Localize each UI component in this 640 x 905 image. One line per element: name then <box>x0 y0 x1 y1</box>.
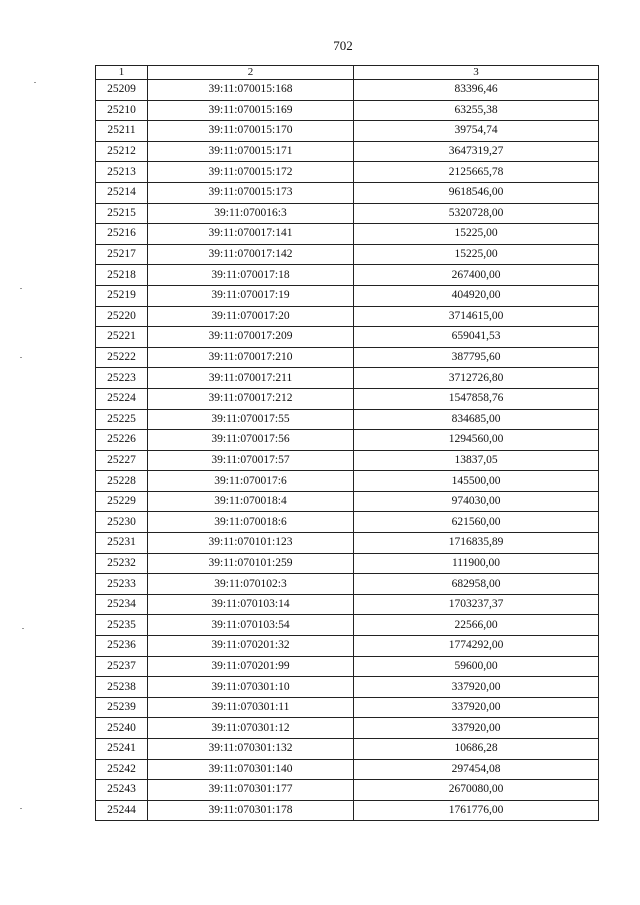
value-cell: 15225,00 <box>354 224 599 245</box>
row-number-cell: 25240 <box>96 718 148 739</box>
row-number-cell: 25242 <box>96 759 148 780</box>
scan-speck <box>20 288 22 289</box>
cadastral-number-cell: 39:11:070015:168 <box>148 80 354 101</box>
cadastral-number-cell: 39:11:070015:173 <box>148 182 354 203</box>
row-number-cell: 25217 <box>96 244 148 265</box>
row-number-cell: 25232 <box>96 553 148 574</box>
row-number-cell: 25223 <box>96 368 148 389</box>
cadastral-number-cell: 39:11:070301:11 <box>148 697 354 718</box>
cadastral-number-cell: 39:11:070017:20 <box>148 306 354 327</box>
value-cell: 974030,00 <box>354 491 599 512</box>
row-number-cell: 25213 <box>96 162 148 183</box>
value-cell: 83396,46 <box>354 80 599 101</box>
table-row <box>96 491 599 512</box>
cadastral-number-cell: 39:11:070018:4 <box>148 491 354 512</box>
cadastral-number-cell: 39:11:070101:123 <box>148 533 354 554</box>
row-number-cell: 25220 <box>96 306 148 327</box>
value-cell: 297454,08 <box>354 759 599 780</box>
table-header-row <box>96 66 599 80</box>
cadastral-number-cell: 39:11:070015:171 <box>148 141 354 162</box>
table-row <box>96 430 599 451</box>
value-cell: 3712726,80 <box>354 368 599 389</box>
table-row <box>96 636 599 657</box>
table-row <box>96 800 599 821</box>
scan-speck <box>34 82 36 83</box>
cadastral-number-cell: 39:11:070017:142 <box>148 244 354 265</box>
value-cell: 1547858,76 <box>354 388 599 409</box>
table-row <box>96 533 599 554</box>
scan-speck <box>20 357 22 358</box>
row-number-cell: 25228 <box>96 471 148 492</box>
cadastral-number-cell: 39:11:070102:3 <box>148 574 354 595</box>
row-number-cell: 25216 <box>96 224 148 245</box>
table-row <box>96 718 599 739</box>
value-cell: 1703237,37 <box>354 594 599 615</box>
row-number-cell: 25218 <box>96 265 148 286</box>
cadastral-number-cell: 39:11:070017:55 <box>148 409 354 430</box>
value-cell: 9618546,00 <box>354 182 599 203</box>
table-row <box>96 697 599 718</box>
cadastral-number-cell: 39:11:070017:56 <box>148 430 354 451</box>
scan-speck <box>20 808 22 809</box>
cadastral-number-cell: 39:11:070015:170 <box>148 121 354 142</box>
table-row <box>96 80 599 101</box>
cadastral-number-cell: 39:11:070301:10 <box>148 677 354 698</box>
value-cell: 337920,00 <box>354 697 599 718</box>
value-cell: 5320728,00 <box>354 203 599 224</box>
cadastral-number-cell: 39:11:070201:32 <box>148 636 354 657</box>
table-row <box>96 615 599 636</box>
cadastral-number-cell: 39:11:070017:57 <box>148 450 354 471</box>
cadastral-number-cell: 39:11:070017:19 <box>148 285 354 306</box>
table-row <box>96 553 599 574</box>
value-cell: 621560,00 <box>354 512 599 533</box>
cadastral-number-cell: 39:11:070017:212 <box>148 388 354 409</box>
value-cell: 22566,00 <box>354 615 599 636</box>
cadastral-number-cell: 39:11:070018:6 <box>148 512 354 533</box>
cadastral-number-cell: 39:11:070201:99 <box>148 656 354 677</box>
value-cell: 834685,00 <box>354 409 599 430</box>
cadastral-number-cell: 39:11:070015:169 <box>148 100 354 121</box>
table-row <box>96 656 599 677</box>
column-header-1: 1 <box>96 66 148 80</box>
row-number-cell: 25215 <box>96 203 148 224</box>
cadastral-number-cell: 39:11:070016:3 <box>148 203 354 224</box>
table-row <box>96 203 599 224</box>
row-number-cell: 25222 <box>96 347 148 368</box>
cadastral-number-cell: 39:11:070015:172 <box>148 162 354 183</box>
row-number-cell: 25225 <box>96 409 148 430</box>
value-cell: 13837,05 <box>354 450 599 471</box>
row-number-cell: 25237 <box>96 656 148 677</box>
row-number-cell: 25219 <box>96 285 148 306</box>
table-body <box>96 80 599 821</box>
row-number-cell: 25241 <box>96 739 148 760</box>
value-cell: 682958,00 <box>354 574 599 595</box>
scan-speck <box>22 628 24 629</box>
cadastral-number-cell: 39:11:070017:210 <box>148 347 354 368</box>
cadastral-number-cell: 39:11:070301:12 <box>148 718 354 739</box>
value-cell: 1294560,00 <box>354 430 599 451</box>
row-number-cell: 25209 <box>96 80 148 101</box>
table-row <box>96 450 599 471</box>
value-cell: 1774292,00 <box>354 636 599 657</box>
row-number-cell: 25211 <box>96 121 148 142</box>
cadastral-number-cell: 39:11:070301:132 <box>148 739 354 760</box>
value-cell: 404920,00 <box>354 285 599 306</box>
value-cell: 387795,60 <box>354 347 599 368</box>
cadastral-number-cell: 39:11:070301:177 <box>148 780 354 801</box>
value-cell: 59600,00 <box>354 656 599 677</box>
cadastral-number-cell: 39:11:070017:209 <box>148 327 354 348</box>
cadastral-number-cell: 39:11:070301:140 <box>148 759 354 780</box>
row-number-cell: 25243 <box>96 780 148 801</box>
row-number-cell: 25212 <box>96 141 148 162</box>
table-row <box>96 347 599 368</box>
page-number: 702 <box>333 38 353 53</box>
table-row <box>96 327 599 348</box>
row-number-cell: 25239 <box>96 697 148 718</box>
row-number-cell: 25244 <box>96 800 148 821</box>
value-cell: 1761776,00 <box>354 800 599 821</box>
value-cell: 3647319,27 <box>354 141 599 162</box>
value-cell: 2670080,00 <box>354 780 599 801</box>
table-row <box>96 224 599 245</box>
value-cell: 111900,00 <box>354 553 599 574</box>
cadastral-number-cell: 39:11:070017:6 <box>148 471 354 492</box>
table-row <box>96 388 599 409</box>
table-row <box>96 780 599 801</box>
table-row <box>96 574 599 595</box>
value-cell: 659041,53 <box>354 327 599 348</box>
column-header-2: 2 <box>148 66 354 80</box>
row-number-cell: 25210 <box>96 100 148 121</box>
value-cell: 337920,00 <box>354 677 599 698</box>
cadastral-number-cell: 39:11:070017:18 <box>148 265 354 286</box>
row-number-cell: 25229 <box>96 491 148 512</box>
cadastral-number-cell: 39:11:070103:54 <box>148 615 354 636</box>
row-number-cell: 25224 <box>96 388 148 409</box>
table-row <box>96 368 599 389</box>
cadastral-number-cell: 39:11:070017:211 <box>148 368 354 389</box>
row-number-cell: 25226 <box>96 430 148 451</box>
row-number-cell: 25236 <box>96 636 148 657</box>
table-row <box>96 182 599 203</box>
table-row <box>96 285 599 306</box>
table-row <box>96 121 599 142</box>
cadastral-number-cell: 39:11:070103:14 <box>148 594 354 615</box>
table-row <box>96 471 599 492</box>
row-number-cell: 25234 <box>96 594 148 615</box>
cadastral-number-cell: 39:11:070101:259 <box>148 553 354 574</box>
column-header-3: 3 <box>354 66 599 80</box>
row-number-cell: 25231 <box>96 533 148 554</box>
table-row <box>96 739 599 760</box>
table-row <box>96 244 599 265</box>
table-row <box>96 409 599 430</box>
table-row <box>96 265 599 286</box>
row-number-cell: 25235 <box>96 615 148 636</box>
table-row <box>96 141 599 162</box>
row-number-cell: 25233 <box>96 574 148 595</box>
value-cell: 2125665,78 <box>354 162 599 183</box>
row-number-cell: 25227 <box>96 450 148 471</box>
table-row <box>96 306 599 327</box>
table-row <box>96 677 599 698</box>
value-cell: 63255,38 <box>354 100 599 121</box>
table-row <box>96 100 599 121</box>
table-row <box>96 162 599 183</box>
cadastral-number-cell: 39:11:070017:141 <box>148 224 354 245</box>
table-row <box>96 759 599 780</box>
row-number-cell: 25238 <box>96 677 148 698</box>
value-cell: 1716835,89 <box>354 533 599 554</box>
cadastral-number-cell: 39:11:070301:178 <box>148 800 354 821</box>
row-number-cell: 25221 <box>96 327 148 348</box>
row-number-cell: 25214 <box>96 182 148 203</box>
value-cell: 3714615,00 <box>354 306 599 327</box>
value-cell: 145500,00 <box>354 471 599 492</box>
value-cell: 10686,28 <box>354 739 599 760</box>
table-row <box>96 512 599 533</box>
value-cell: 15225,00 <box>354 244 599 265</box>
value-cell: 39754,74 <box>354 121 599 142</box>
value-cell: 337920,00 <box>354 718 599 739</box>
table-row <box>96 594 599 615</box>
value-cell: 267400,00 <box>354 265 599 286</box>
row-number-cell: 25230 <box>96 512 148 533</box>
cadastral-value-table <box>95 65 599 821</box>
